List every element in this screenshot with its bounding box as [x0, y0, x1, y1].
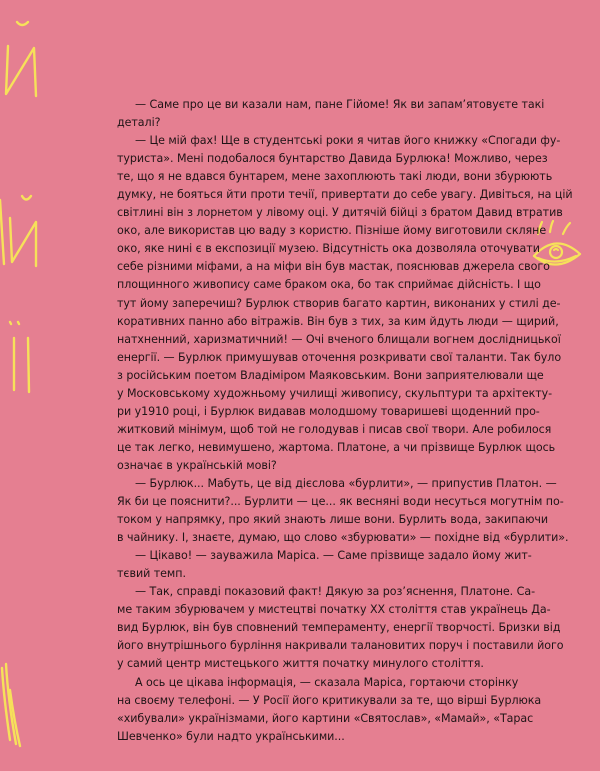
text-line: себе різними міфами, а на міфи він був мастак, пояснював джерела свого — [117, 260, 550, 274]
text-line: тут йому заперечиш? Бурлюк створив багато картин, виконаних у стилі де- — [117, 296, 561, 310]
text-line: деталі? — [117, 116, 161, 130]
text-line: туриста». Мені подобалося бунтарство Давида Бурлюка! Можливо, через — [117, 152, 548, 166]
text-line: це так легко, невимушено, жартома. Платоне, а чи прізвище Бурлюк щось — [117, 440, 556, 454]
text-line: током у напрямку, про який знають лише вони. Бурлить вода, закипаючи — [117, 513, 549, 527]
text-line: те, що я не вдався бунтарем, мене захоплюють такі люди, вони збурюють — [117, 170, 553, 184]
text-line: на своєму телефоні. — У Росії його критикували за те, що вірші Бурлюка — [117, 693, 542, 707]
text-line: Як би це пояснити?... Бурлити — це... як весняні води несуться могутнім по- — [117, 495, 564, 509]
text-line: А ось це цікава інформація, — сказала Маріса, гортаючи сторінку — [135, 675, 519, 689]
text-line: око, але використав цю ваду з користю. Пізніше йому виготовили скляне — [117, 224, 547, 238]
text-line: Шевченко» були надто українськими... — [117, 729, 345, 743]
text-line: площинного живопису саме браком ока, бо так сприймає дійсність. І що — [117, 278, 541, 292]
text-line: — Це мій фах! Ще в студентські роки я читав його книжку «Спогади фу- — [135, 134, 561, 148]
text-line: думку, не бояться йти проти течії, привертати до себе увагу. Дивіться, на цій — [117, 188, 573, 202]
text-line: око, яке нині є в експозиції музею. Відсутність ока дозволяла оточувати — [117, 242, 540, 256]
text-line: з російським поетом Владіміром Маяковським. Вони заприятелювали ще — [117, 368, 544, 382]
text-line: «хибували» українізмами, його картини «Святослав», «Мамай», «Тарас — [117, 711, 534, 725]
text-line: житковий мінімум, щоб той не голодував і писав свої твори. Але робилося — [117, 422, 552, 436]
text-line: тєвий темп. — [117, 567, 186, 581]
text-line: ри у1910 році, і Бурлюк видавав молодшому товаришеві щоденний про- — [117, 404, 540, 418]
text-line: у самий центр мистецького життя початку минулого століття. — [117, 657, 484, 671]
text-line: — Так, справді показовий факт! Дякую за роз’яснення, Платоне. Са- — [135, 585, 536, 599]
text-line: енергії. — Бурлюк примушував оточення розкривати свої таланти. Так було — [117, 350, 562, 364]
text-line: — Саме про це ви казали нам, пане Гійоме! Як ви запам’ятовуєте такі — [135, 98, 545, 111]
hand-drawn-letters-decoration — [0, 0, 60, 771]
text-line: натхненний, харизматичний! — Очі вченого блищали вогнем дослідницької — [117, 332, 561, 346]
text-line: вид Бурлюк, він був сповнений темпераменту, енергії творчості. Бризки від — [117, 621, 561, 635]
text-line: коративних панно або вітражів. Він був з тих, за ким йдуть люди — щирий, — [117, 314, 559, 328]
text-line: — Цікаво! — зауважила Маріса. — Саме прізвище задало йому жит- — [135, 549, 532, 563]
text-line: означає в українській мові? — [117, 458, 277, 472]
text-line: — Бурлюк... Мабуть, це від дієслова «бурлити», — припустив Платон. — — [135, 476, 557, 490]
text-line: ме таким збурювачем у мистецтві початку ХХ століття став українець Да- — [117, 603, 551, 617]
text-line: в чайнику. І, знаєте, думаю, що слово «збурювати» — похідне від «бурлити». — [117, 531, 569, 545]
article-body-text — [117, 96, 573, 746]
text-line: світлині він з лорнетом у лівому оці. У дитячій бійці з братом Давид втратив — [117, 206, 563, 220]
text-line: його внутрішнього бурління накривали талановитих поруч і поставили його — [117, 639, 564, 653]
text-line: у Московському художньому училищі живопису, скульптури та архітекту- — [117, 386, 553, 400]
